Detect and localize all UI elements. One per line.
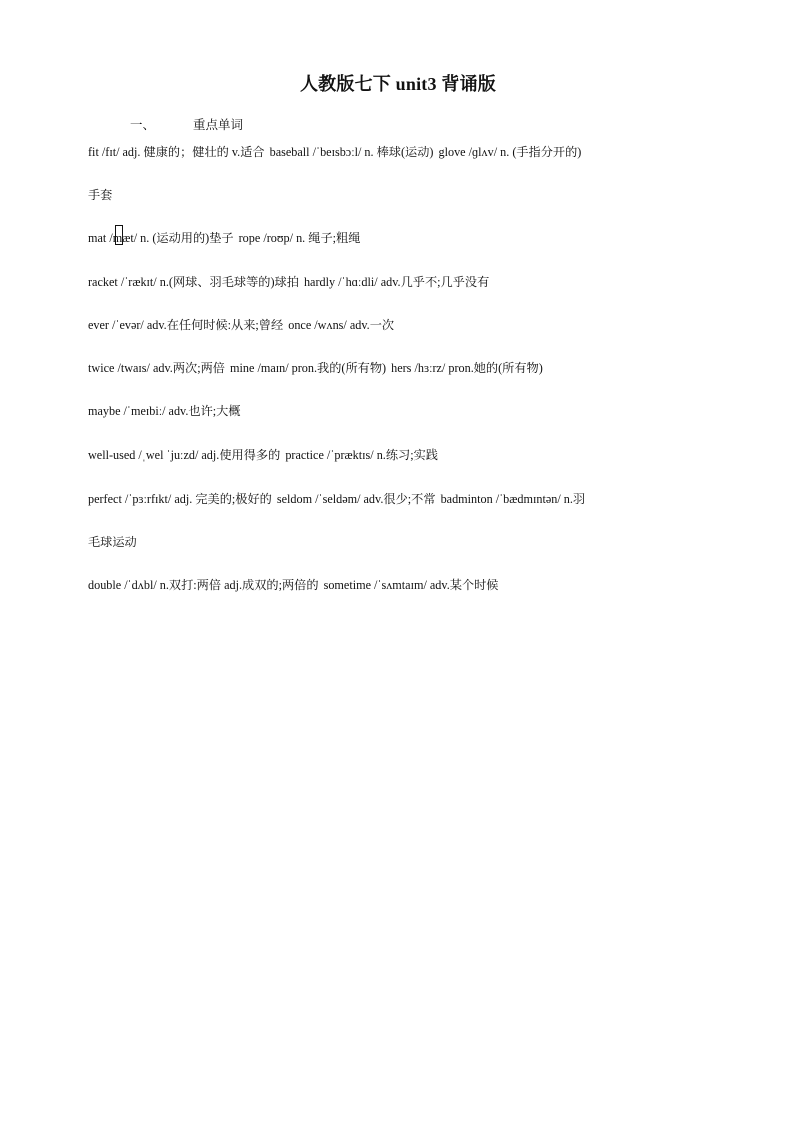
page-title: 人教版七下 unit3 背诵版: [299, 74, 497, 94]
vocab-entry: well-used /ˌwel ˈjuːzd/ adj.使用得多的: [88, 448, 281, 462]
vocab-entry: fit /fɪt/ adj. 健康的；健壮的 v.适合: [88, 145, 265, 159]
vocab-line-7: [88, 402, 243, 420]
section-title: 重点单词: [193, 117, 244, 132]
vocab-entry: hers /hɜːrz/ pron.她的(所有物): [391, 361, 543, 375]
vocab-entry: mine /maɪn/ pron.我的(所有物): [230, 361, 387, 375]
vocab-entry: hardly /ˈhɑːdli/ adv.几乎不;几乎没有: [303, 275, 490, 289]
vocab-line-1: [88, 143, 583, 161]
vocab-line-11: [88, 576, 501, 594]
vocab-line-4: [88, 273, 491, 291]
vocab-line-3: [88, 229, 362, 247]
section-heading: [130, 116, 243, 134]
vocab-entry: 毛球运动: [88, 535, 137, 549]
vocab-entry: 手套: [88, 188, 113, 202]
vocab-entry: maybe /ˈmeɪbiː/ adv.也许;大概: [88, 404, 241, 418]
vocab-entry: seldom /ˈseldəm/ adv.很少;不常: [276, 492, 436, 506]
vocab-line-8: [88, 446, 440, 464]
vocab-line-5: [88, 316, 396, 334]
vocab-entry: baseball /ˈbeɪsbɔːl/ n. 棒球(运动): [269, 145, 434, 159]
vocab-line-2: [88, 186, 114, 204]
vocab-line-6: [88, 359, 545, 377]
vocab-line-10: [88, 533, 139, 551]
text-cursor-box: [115, 225, 123, 245]
vocab-entry: practice /ˈpræktɪs/ n.练习;实践: [285, 448, 438, 462]
vocab-line-9: [88, 490, 587, 508]
vocab-entry: badminton /ˈbædmɪntən/ n.羽: [440, 492, 586, 506]
vocab-entry: racket /ˈrækɪt/ n.(网球、羽毛球等的)球拍: [88, 275, 299, 289]
vocab-entry: mat /mæt/ n. (运动用的)垫子: [88, 231, 234, 245]
vocab-entry: twice /twaɪs/ adv.两次;两倍: [88, 361, 225, 375]
vocab-entry: sometime /ˈsʌmtaɪm/ adv.某个时候: [323, 578, 499, 592]
section-number: 一、: [130, 117, 156, 132]
vocab-entry: once /wʌns/ adv.一次: [288, 318, 395, 332]
vocab-entry: perfect /ˈpɜːrfɪkt/ adj. 完美的;极好的: [88, 492, 272, 506]
vocab-entry: double /ˈdʌbl/ n.双打:两倍 adj.成双的;两倍的: [88, 578, 319, 592]
vocab-entry: rope /roʊp/ n. 绳子;粗绳: [238, 231, 361, 245]
vocab-entry: glove /ɡlʌv/ n. (手指分开的): [438, 145, 582, 159]
vocab-entry: ever /ˈevər/ adv.在任何时候:从来;曾经: [88, 318, 284, 332]
